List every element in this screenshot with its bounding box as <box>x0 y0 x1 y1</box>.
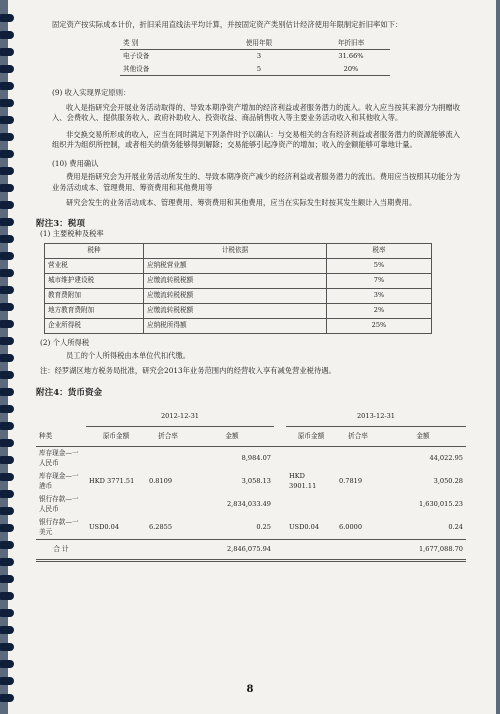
document-body <box>36 18 463 562</box>
money-cell: 2,834,033.49 <box>226 499 271 508</box>
binding-ring <box>0 354 14 362</box>
tax-cell: 2% <box>327 303 432 318</box>
expense-heading: (10) 费用确认 <box>52 158 99 168</box>
money-total-label: 合 计 <box>53 544 69 553</box>
tax-heading: 附注3：税项 <box>36 218 85 229</box>
money-cell: 0.24 <box>448 522 463 531</box>
fixed-cell: 31.66% <box>338 52 364 60</box>
binding-ring <box>0 65 14 73</box>
money-cell: 库存现金—一人民币 <box>39 448 79 467</box>
binding-ring <box>0 235 14 243</box>
money-heading: 附注4：货币资金 <box>36 388 103 398</box>
binding-ring <box>0 48 14 56</box>
money-cell: 3,058.13 <box>241 476 271 485</box>
binding-ring <box>0 422 14 430</box>
money-cell: 8,984.07 <box>241 453 271 462</box>
binding-ring <box>0 388 14 396</box>
money-date-2013: 2013-12-31 <box>286 407 466 427</box>
binding-ring <box>0 660 14 668</box>
tax-cell: 应缴流转税税额 <box>144 288 327 303</box>
money-cell: HKD 3901.11 <box>289 471 317 490</box>
money-cell: HKD 3771.51 <box>89 476 135 485</box>
binding-ring <box>0 116 14 124</box>
tax-subheading-2: (2) 个人所得税 <box>40 337 90 347</box>
money-cell: USD0.04 <box>289 522 320 531</box>
binding-ring <box>0 643 14 651</box>
money-cell: 库存现金—一港币 <box>39 471 79 490</box>
binding-ring <box>0 184 14 192</box>
binding-ring <box>0 456 14 464</box>
fixed-asset-table <box>120 37 390 77</box>
binding-ring <box>0 541 14 549</box>
tax-note: 注：经罗湖区地方税务局批准，研究会2013年业务范围内的经营收入享有减免营业税待遇。 <box>40 365 336 375</box>
binding-ring <box>0 439 14 447</box>
tax-cell: 教育费附加 <box>45 288 144 303</box>
binding-ring <box>0 14 14 22</box>
revenue-paragraph-1: 收入是指研究会开展业务活动取得的、导致本期净资产增加的经济利益或者服务潜力的流入。收入应当按其来源分为捐赠收入、会费收入、提供服务收入、政府补助收入、投资收益、商品销售收入等主要业务活动收入和其他收入等。 <box>52 102 461 122</box>
money-date-2012: 2012-12-31 <box>86 407 274 427</box>
binding-ring <box>0 694 14 702</box>
fixed-asset-intro: 固定资产按实际成本计价，折旧采用直线法平均计算，并按固定资产类别估计经济使用年限制定折旧率如下： <box>52 20 403 29</box>
fixed-cell: 电子设备 <box>123 52 150 60</box>
money-header-amount-2013: 金额 <box>416 431 430 440</box>
revenue-paragraph-2: 非交换交易所形成的收入，应当在同时满足下列条件时予以确认：与交易相关的含有经济利益或者服务潜力的资源能够流入组织并为组织所控制，或者相关的债务能够得到解除；交易能够引起净资产的增加；收入的金额能够可靠地计量。 <box>52 129 461 149</box>
money-total-2012: 2,846,075.94 <box>226 544 271 553</box>
money-cell <box>86 493 146 516</box>
binding-ring <box>0 626 14 634</box>
binding-ring <box>0 609 14 617</box>
money-cell <box>336 493 380 516</box>
tax-cell: 城市维护建设税 <box>45 273 144 288</box>
tax-cell: 应缴流转税税额 <box>144 303 327 318</box>
binding-ring <box>0 150 14 158</box>
binding-ring <box>0 99 14 107</box>
binding-ring <box>0 405 14 413</box>
money-cell: USD0.04 <box>89 522 120 531</box>
money-cell: 0.25 <box>256 522 271 531</box>
binding-ring <box>0 82 14 90</box>
money-cell: 0.7819 <box>339 476 363 485</box>
money-cell: 6.0000 <box>339 522 363 531</box>
binding-ring <box>0 575 14 583</box>
binding-ring <box>0 490 14 498</box>
tax-cell: 3% <box>327 288 432 303</box>
tax-header-type: 税种 <box>45 243 144 258</box>
money-cell <box>286 446 336 470</box>
page-number: 8 <box>246 684 254 695</box>
tax-cell: 5% <box>327 258 432 273</box>
binding-ring <box>0 218 14 226</box>
money-cell: 6.2855 <box>149 522 173 531</box>
binding-ring <box>0 473 14 481</box>
money-total-2013: 1,677,088.70 <box>418 544 463 553</box>
binding-ring <box>0 286 14 294</box>
money-cell <box>336 446 380 470</box>
money-cell <box>286 493 336 516</box>
revenue-heading: (9) 收入实现界定原则： <box>52 88 131 97</box>
binding-ring <box>0 558 14 566</box>
money-cell <box>146 493 190 516</box>
tax-cell: 营业税 <box>45 258 144 273</box>
tax-cell: 企业所得税 <box>45 318 144 333</box>
money-cell <box>146 446 190 470</box>
money-cell: 3,050.28 <box>433 476 463 485</box>
money-header-kind: 种类 <box>39 431 53 440</box>
expense-paragraph-1: 费用是指研究会为开展业务活动所发生的、导致本期净资产减少的经济利益或者服务潜力的流出。费用应当按照其功能分为业务活动成本、管理费用、筹资费用和其他费用等 <box>52 172 461 192</box>
tax-table <box>44 243 432 334</box>
money-cell: 1,630,015.23 <box>418 499 463 508</box>
tax-cell: 25% <box>327 318 432 333</box>
binding-ring <box>0 524 14 532</box>
money-cell <box>86 446 146 470</box>
money-header-amount-2012: 金额 <box>225 431 239 440</box>
binding-ring <box>0 133 14 141</box>
tax-header-basis: 计税依据 <box>144 243 327 258</box>
money-header-orig-2013: 原币金额 <box>297 431 325 440</box>
fixed-cell: 3 <box>256 52 262 60</box>
tax-cell: 应纳税营业额 <box>144 258 327 273</box>
binding-ring <box>0 371 14 379</box>
tax-cell: 地方教育费附加 <box>45 303 144 318</box>
binding-ring <box>0 320 14 328</box>
tax-cell: 应缴流转税税额 <box>144 273 327 288</box>
fixed-header-rate: 年折旧率 <box>337 38 365 47</box>
binding-ring <box>0 592 14 600</box>
binding-ring <box>0 269 14 277</box>
money-cell: 44,022.95 <box>429 453 463 462</box>
binding-ring <box>0 167 14 175</box>
binding-ring <box>0 201 14 209</box>
money-header-rate-2013: 折合率 <box>348 431 368 440</box>
money-table <box>36 407 466 562</box>
fixed-cell: 20% <box>343 64 359 73</box>
fixed-cell: 5 <box>256 64 262 73</box>
binding-ring <box>0 252 14 260</box>
tax-subheading-1: (1) 主要税种及税率 <box>40 229 104 238</box>
expense-paragraph-2: 研究会发生的业务活动成本、管理费用、筹资费用和其他费用，应当在实际发生时按其发生额计入当期费用。 <box>66 198 417 207</box>
money-header-rate-2012: 折合率 <box>158 431 178 440</box>
binding-ring <box>0 337 14 345</box>
tax-cell: 应纳税所得额 <box>144 318 327 333</box>
fixed-header-life: 使用年限 <box>245 38 273 47</box>
binding-ring <box>0 507 14 515</box>
money-cell: 银行存款—一人民币 <box>39 494 79 513</box>
money-cell: 银行存款—一美元 <box>39 517 79 536</box>
money-cell: 0.8109 <box>149 476 173 485</box>
spiral-binding <box>0 0 16 714</box>
binding-ring <box>0 303 14 311</box>
tax-personal-text: 员工的个人所得税由本单位代扣代缴。 <box>66 351 191 360</box>
money-header-orig-2012: 原币金额 <box>102 431 130 440</box>
fixed-header-category: 类 别 <box>123 38 139 47</box>
fixed-cell: 其他设备 <box>123 64 150 73</box>
tax-header-rate: 税率 <box>327 243 432 258</box>
tax-cell: 7% <box>327 273 432 288</box>
binding-ring <box>0 31 14 39</box>
